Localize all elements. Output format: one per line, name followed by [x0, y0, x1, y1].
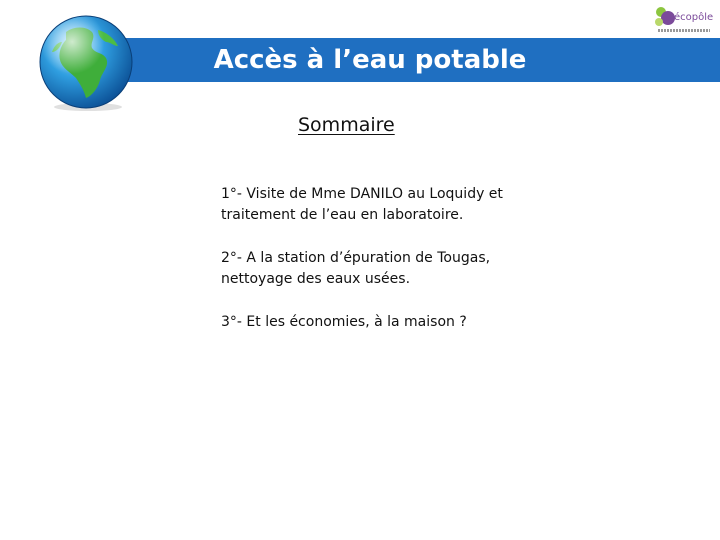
summary-list — [221, 184, 541, 355]
summary-item-text: 1°- Visite de Mme DANILO au Loquidy et — [221, 186, 503, 202]
summary-item-text: 3°- Et les économies, à la maison ? — [221, 314, 467, 330]
summary-item-text: nettoyage des eaux usées. — [221, 271, 411, 287]
slide-title: Accès à l’eau potable — [213, 45, 527, 75]
summary-item-2 — [221, 248, 541, 290]
summary-item-3 — [221, 312, 541, 333]
logo-text: écopôle — [674, 12, 714, 23]
summary-item-text: 2°- A la station d’épuration de Tougas, — [221, 250, 491, 266]
summary-item-text: traitement de l’eau en laboratoire. — [221, 207, 464, 223]
globe-icon — [36, 12, 136, 112]
logo-tagline — [658, 29, 710, 32]
summary-item-1 — [221, 184, 541, 226]
ecopole-logo — [652, 4, 714, 36]
summary-heading: Sommaire — [298, 114, 395, 136]
